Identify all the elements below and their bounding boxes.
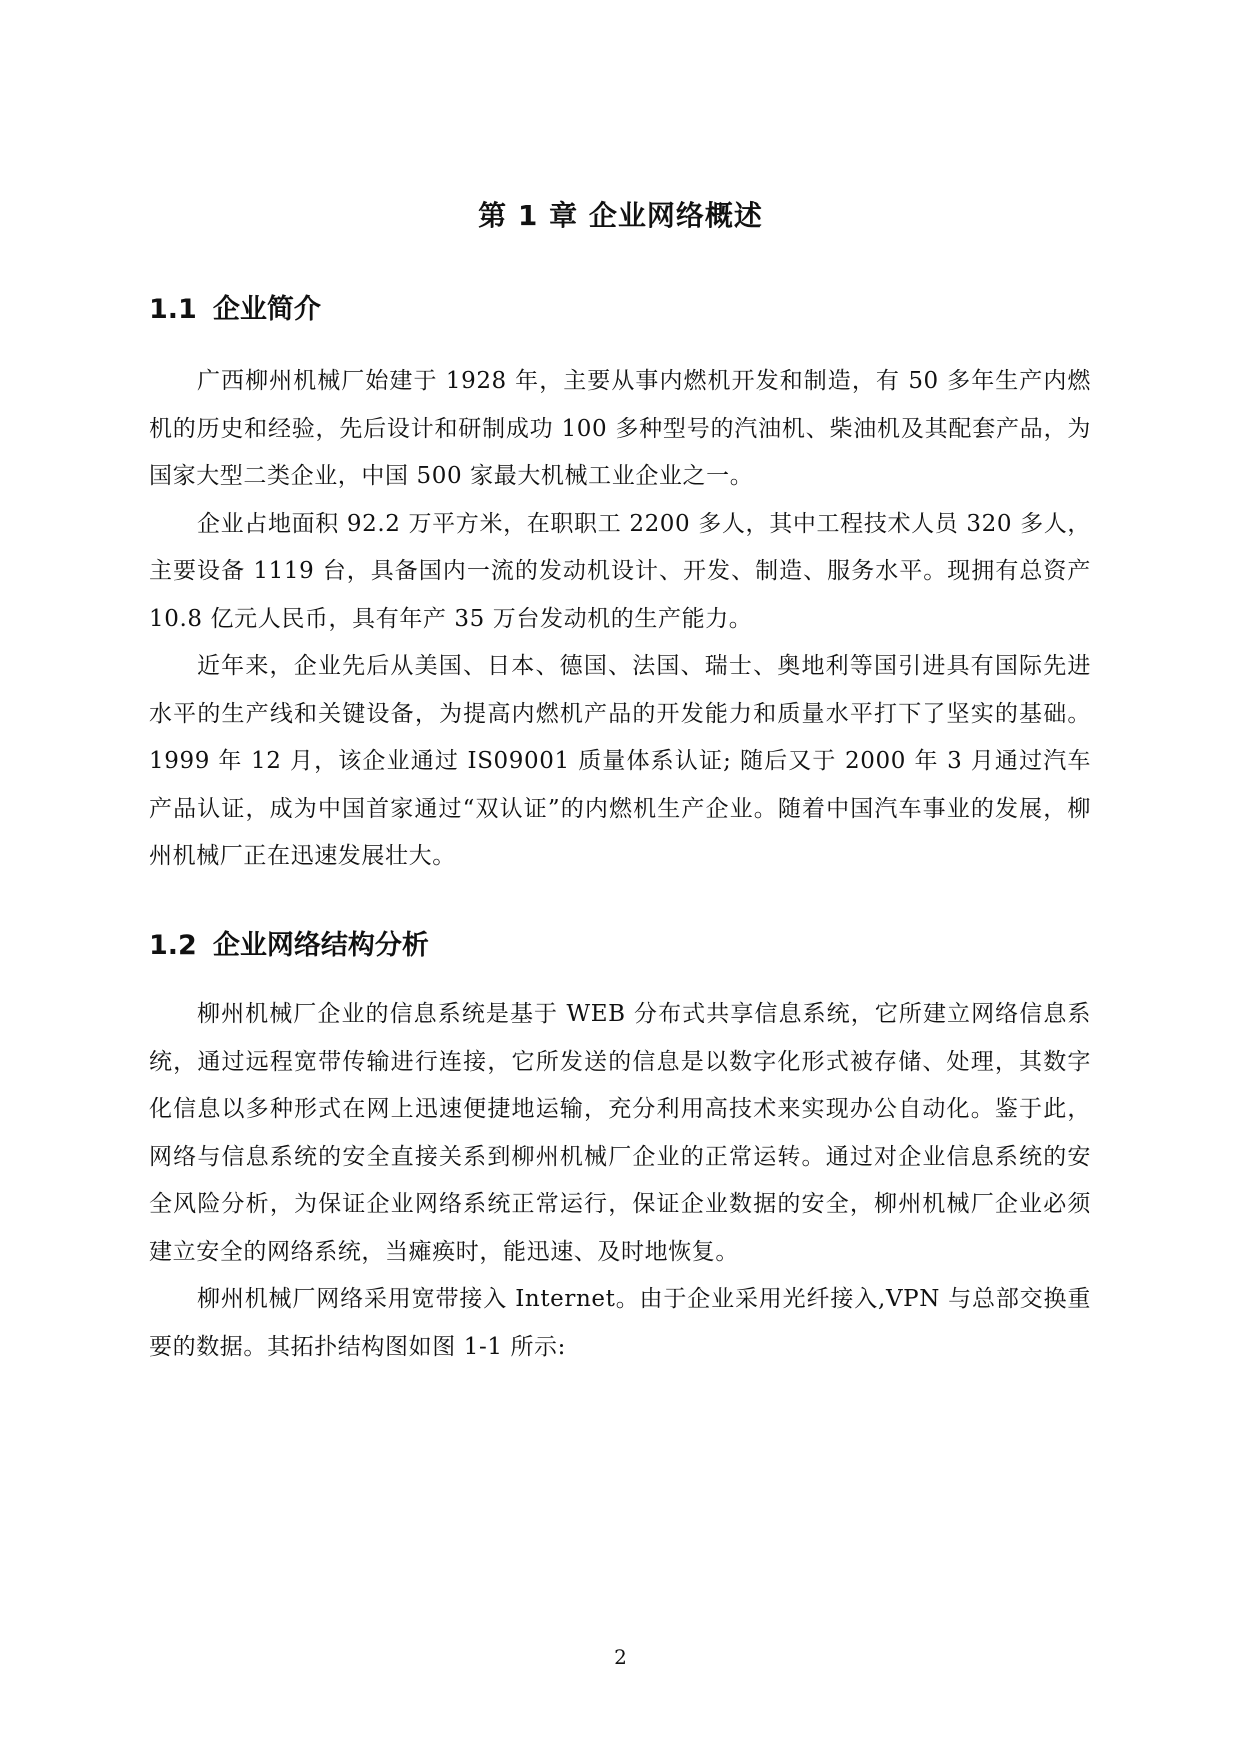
section-1-1-body [149, 358, 1091, 881]
section-number: 1.1 [149, 294, 197, 325]
section-title: 企业网络结构分析 [212, 930, 429, 961]
paragraph: 柳州机械厂网络采用宽带接入 Internet。由于企业采用光纤接入,VPN 与总部交换重要的数据。其拓扑结构图如图 1-1 所示: [149, 1286, 1091, 1360]
section-title: 企业简介 [212, 294, 321, 325]
paragraph: 近年来，企业先后从美国、日本、德国、法国、瑞士、奥地利等国引进具有国际先进水平的生产线和关键设备，为提高内燃机产品的开发能力和质量水平打下了坚实的基础。1999 年 12 月，该企业通过 IS09001 质量体系认证; 随后又于 2000 年 3 月通过汽车产品认证，成为中国首家通过“双认证”的内燃机生产企业。随着中国汽车事业的发展，柳州机械厂正在迅速发展壮大。 [149, 653, 1091, 869]
section-number: 1.2 [149, 930, 197, 961]
paragraph: 企业占地面积 92.2 万平方米，在职职工 2200 多人，其中工程技术人员 320 多人，主要设备 1119 台，具备国内一流的发动机设计、开发、制造、服务水平。现拥有总资产 10.8 亿元人民币，具有年产 35 万台发动机的生产能力。 [149, 510, 1091, 632]
section-heading-1-2 [149, 926, 429, 966]
page-number: 2 [614, 1645, 627, 1669]
paragraph: 广西柳州机械厂始建于 1928 年，主要从事内燃机开发和制造，有 50 多年生产内燃机的历史和经验，先后设计和研制成功 100 多种型号的汽油机、柴油机及其配套产品，为国家大型二类企业，中国 500 家最大机械工业企业之一。 [149, 368, 1091, 489]
section-heading-1-1 [149, 290, 321, 330]
chapter-title: 第 1 章 企业网络概述 [478, 199, 763, 232]
paragraph: 柳州机械厂企业的信息系统是基于 WEB 分布式共享信息系统，它所建立网络信息系统，通过远程宽带传输进行连接，它所发送的信息是以数字化形式被存储、处理，其数字化信息以多种形式在网上迅速便捷地运输，充分利用高技术来实现办公自动化。鉴于此，网络与信息系统的安全直接关系到柳州机械厂企业的正常运转。通过对企业信息系统的安全风险分析，为保证企业网络系统正常运行，保证企业数据的安全，柳州机械厂企业必须建立安全的网络系统，当瘫痪时，能迅速、及时地恢复。 [149, 1001, 1091, 1265]
section-1-2-body [149, 991, 1091, 1371]
